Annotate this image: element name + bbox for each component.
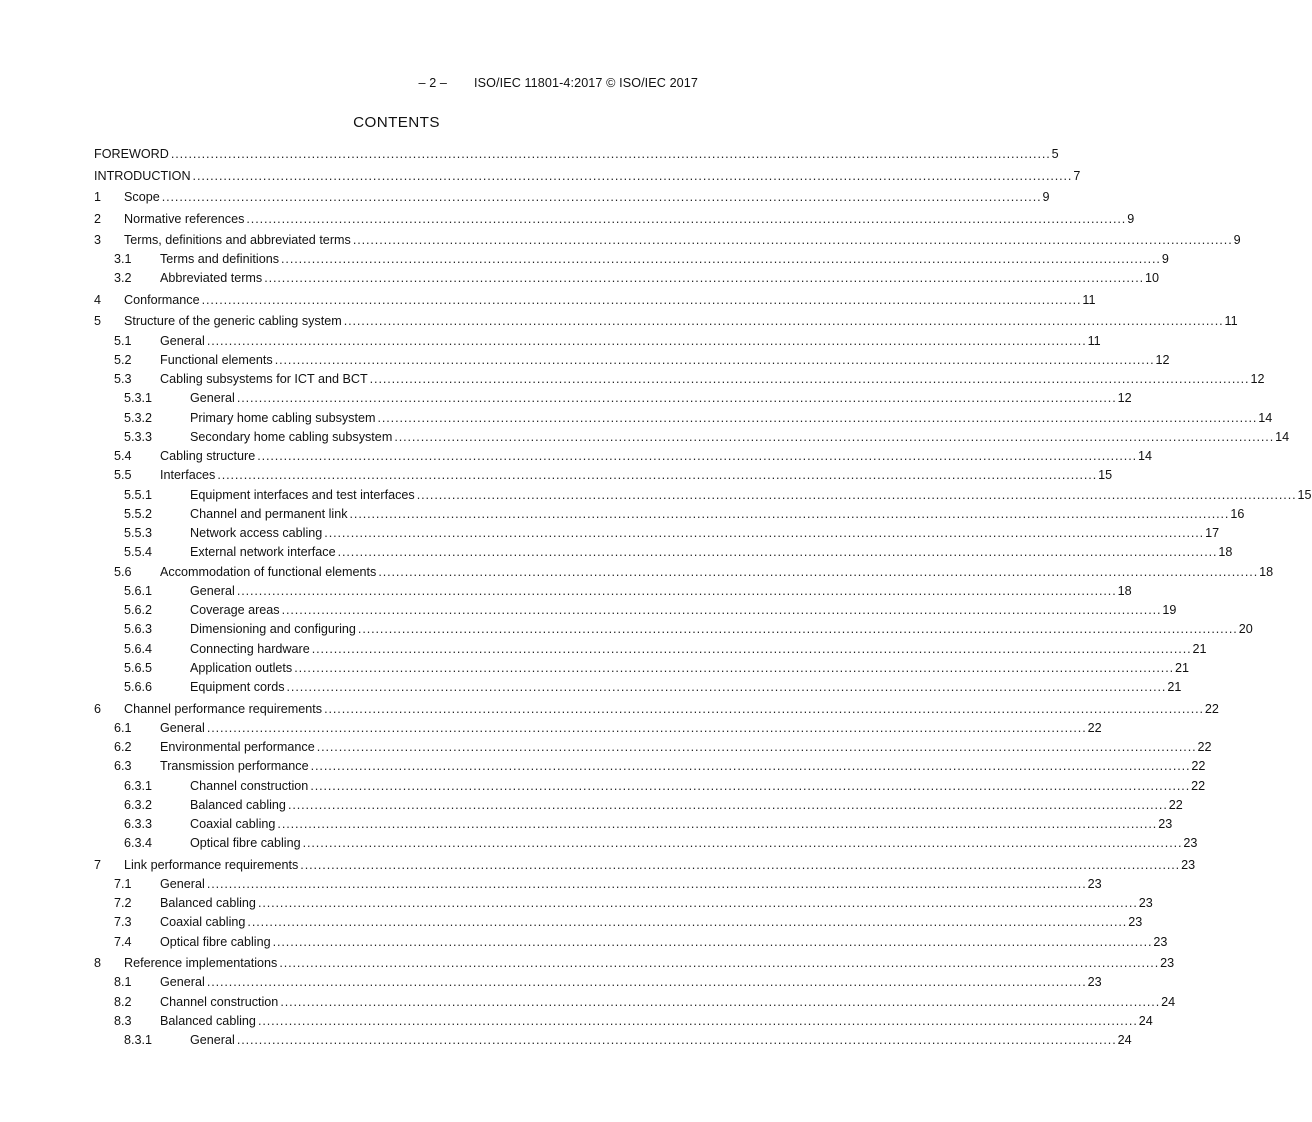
- dot-leader: ........................................................................................................................................................................................................: [394, 429, 1275, 444]
- dot-leader: ........................................................................................................................................................................................................: [310, 778, 1191, 793]
- toc-entry-number: 6.2: [114, 740, 132, 754]
- toc-entry-number: 8.1: [114, 975, 132, 990]
- toc-entry-title: FOREWORD: [94, 147, 169, 162]
- toc-entry-page: 22: [1191, 759, 1206, 774]
- toc-entry[interactable]: [94, 601, 1177, 620]
- toc-entry-title: Channel construction: [190, 778, 309, 793]
- toc-entry-number: 8.2: [114, 994, 132, 1009]
- toc-entry-title: Optical fibre cabling: [190, 836, 301, 851]
- dot-leader: ........................................................................................................................................................................................................: [206, 876, 1087, 891]
- toc-entry-number: 7.3: [114, 915, 132, 930]
- toc-entry-title: Connecting hardware: [190, 641, 310, 656]
- toc-entry[interactable]: [94, 993, 1176, 1012]
- toc-entry-title: Transmission performance: [160, 759, 309, 774]
- toc-entry-title: Terms, definitions and abbreviated terms: [124, 232, 351, 247]
- toc-entry-title: Balanced cabling: [190, 797, 286, 812]
- toc-entry[interactable]: [94, 954, 1175, 973]
- toc-entry-title: Secondary home cabling subsystem: [190, 429, 393, 444]
- toc-entry-number: 6.3.4: [124, 836, 153, 851]
- table-of-contents: [94, 143, 1312, 1050]
- toc-entry[interactable]: [94, 269, 1160, 288]
- toc-entry[interactable]: [94, 620, 1253, 639]
- dot-leader: ........................................................................................................................................................................................................: [279, 956, 1160, 971]
- toc-entry-page: 14: [1275, 429, 1290, 444]
- toc-entry-title: General: [190, 391, 235, 406]
- toc-entry[interactable]: [94, 370, 1265, 389]
- toc-entry-title: Environmental performance: [160, 740, 315, 754]
- toc-entry-title: External network interface: [190, 545, 336, 560]
- toc-entry-number: 5.2: [114, 352, 132, 367]
- toc-entry-page: 15: [1297, 487, 1312, 502]
- toc-entry-page: 23: [1087, 876, 1102, 891]
- toc-entry-number: 7.1: [114, 876, 132, 891]
- toc-entry-title: General: [190, 1033, 235, 1048]
- toc-entry[interactable]: [94, 563, 1274, 582]
- toc-entry-title: Balanced cabling: [160, 896, 256, 911]
- toc-entry-number: 2: [94, 211, 102, 226]
- toc-entry-page: 16: [1230, 506, 1245, 521]
- toc-entry-page: 18: [1117, 583, 1132, 598]
- dot-leader: ........................................................................................................................................................................................................: [257, 449, 1137, 464]
- toc-entry[interactable]: [94, 167, 1081, 186]
- toc-entry-number: 8.3.1: [124, 1033, 153, 1048]
- dot-leader: ........................................................................................................................................................................................................: [311, 641, 1192, 656]
- toc-entry-page: 10: [1145, 271, 1160, 286]
- dot-leader: ........................................................................................................................................................................................................: [378, 564, 1259, 579]
- toc-entry[interactable]: [94, 188, 1050, 207]
- toc-entry-number: 6.1: [114, 720, 132, 735]
- toc-entry-page: 11: [1087, 333, 1101, 348]
- toc-entry-title: Accommodation of functional elements: [160, 564, 377, 579]
- toc-entry[interactable]: [94, 210, 1135, 229]
- toc-entry-page: 12: [1117, 391, 1132, 406]
- dot-leader: ........................................................................................................................................................................................................: [264, 271, 1144, 286]
- toc-entry[interactable]: [94, 973, 1102, 992]
- dot-leader: ........................................................................................................................................................................................................: [337, 545, 1218, 560]
- toc-entry-number: 5.6.5: [124, 660, 153, 675]
- toc-entry-title: Interfaces: [160, 468, 216, 483]
- toc-entry-page: 15: [1098, 468, 1113, 483]
- toc-entry-page: 9: [1161, 252, 1169, 267]
- toc-entry[interactable]: [94, 582, 1132, 601]
- toc-entry-number: 5.1: [114, 333, 132, 348]
- toc-entry-page: 24: [1138, 1013, 1153, 1028]
- dot-leader: ........................................................................................................................................................................................................: [272, 934, 1153, 949]
- toc-entry[interactable]: [94, 466, 1113, 485]
- toc-entry-title: Structure of the generic cabling system: [124, 314, 342, 329]
- toc-entry-title: Coaxial cabling: [190, 817, 276, 831]
- toc-entry[interactable]: [94, 738, 1212, 757]
- toc-entry-title: Link performance requirements: [124, 857, 299, 872]
- toc-entry-title: Conformance: [124, 292, 200, 307]
- toc-entry[interactable]: [94, 543, 1233, 562]
- dot-leader: ........................................................................................................................................................................................................: [277, 817, 1158, 831]
- toc-entry-number: 3: [94, 232, 102, 247]
- dot-leader: ........................................................................................................................................................................................................: [217, 468, 1098, 483]
- toc-entry-page: 14: [1138, 449, 1153, 464]
- toc-entry-number: 5.3.1: [124, 391, 153, 406]
- dot-leader: ........................................................................................................................................................................................................: [416, 487, 1297, 502]
- toc-entry-number: 5.3.3: [124, 429, 153, 444]
- toc-entry-page: 23: [1181, 857, 1196, 872]
- toc-entry-page: 24: [1117, 1033, 1132, 1048]
- dot-leader: ........................................................................................................................................................................................................: [257, 1013, 1138, 1028]
- toc-entry[interactable]: [94, 700, 1219, 719]
- toc-entry-page: 17: [1205, 526, 1220, 541]
- toc-entry-page: 23: [1158, 817, 1173, 831]
- toc-entry-title: Terms and definitions: [160, 252, 280, 267]
- dot-leader: ........................................................................................................................................................................................................: [281, 603, 1162, 618]
- dot-leader: ........................................................................................................................................................................................................: [310, 759, 1191, 774]
- dot-leader: ........................................................................................................................................................................................................: [170, 147, 1051, 162]
- toc-entry-title: Reference implementations: [124, 956, 278, 971]
- toc-entry-page: 11: [1082, 292, 1096, 307]
- toc-entry-number: 5.6.4: [124, 641, 153, 656]
- toc-entry[interactable]: [94, 933, 1168, 952]
- toc-entry-number: 1: [94, 190, 102, 205]
- toc-entry-page: 23: [1183, 836, 1198, 851]
- dot-leader: ........................................................................................................................................................................................................: [280, 994, 1161, 1009]
- dot-leader: ........................................................................................................................................................................................................: [324, 526, 1205, 541]
- dot-leader: ........................................................................................................................................................................................................: [294, 660, 1175, 675]
- page-header: [419, 76, 698, 90]
- toc-entry-number: 3.2: [114, 271, 132, 286]
- toc-entry-title: Application outlets: [190, 660, 293, 675]
- dot-leader: ........................................................................................................................................................................................................: [300, 857, 1181, 872]
- dot-leader: ........................................................................................................................................................................................................: [377, 410, 1258, 425]
- toc-entry-number: 5.5.4: [124, 545, 153, 560]
- toc-entry-title: General: [160, 333, 205, 348]
- toc-entry-number: 7.4: [114, 934, 132, 949]
- toc-entry-title: Dimensioning and configuring: [190, 622, 356, 637]
- toc-entry-page: 11: [1224, 314, 1238, 329]
- toc-entry-number: 5.6.2: [124, 603, 153, 618]
- toc-entry-number: 6.3.3: [124, 817, 153, 831]
- dot-leader: ........................................................................................................................................................................................................: [201, 292, 1082, 307]
- dot-leader: ........................................................................................................................................................................................................: [236, 1033, 1117, 1048]
- toc-entry[interactable]: [94, 875, 1102, 894]
- toc-entry-number: 5.5: [114, 468, 132, 483]
- toc-entry-number: 5.6.3: [124, 622, 153, 637]
- toc-entry-page: 18: [1259, 564, 1274, 579]
- toc-entry[interactable]: [94, 447, 1153, 466]
- page-title: CONTENTS: [353, 114, 440, 131]
- dot-leader: ........................................................................................................................................................................................................: [257, 896, 1138, 911]
- toc-entry[interactable]: [94, 834, 1198, 853]
- toc-entry-page: 18: [1218, 545, 1233, 560]
- toc-entry-page: 23: [1160, 956, 1175, 971]
- toc-entry[interactable]: [94, 796, 1183, 815]
- toc-entry-title: Optical fibre cabling: [160, 934, 271, 949]
- toc-entry[interactable]: [94, 1012, 1153, 1031]
- toc-entry-number: 6.3.1: [124, 778, 153, 793]
- dot-leader: ........................................................................................................................................................................................................: [369, 372, 1250, 387]
- dot-leader: ........................................................................................................................................................................................................: [236, 583, 1117, 598]
- toc-entry[interactable]: [94, 486, 1312, 505]
- toc-entry[interactable]: [94, 409, 1273, 428]
- toc-entry-title: Coverage areas: [190, 603, 280, 618]
- toc-entry-number: 6: [94, 701, 102, 716]
- toc-entry-number: 5.3: [114, 372, 132, 387]
- toc-entry-title: Normative references: [124, 211, 245, 226]
- toc-entry-page: 21: [1167, 680, 1182, 695]
- toc-entry-page: 22: [1168, 797, 1183, 812]
- toc-entry[interactable]: [94, 145, 1059, 164]
- toc-entry[interactable]: [94, 815, 1173, 834]
- toc-entry-number: 5.6: [114, 564, 132, 579]
- toc-entry[interactable]: [94, 428, 1290, 447]
- toc-entry-title: Abbreviated terms: [160, 271, 263, 286]
- toc-entry[interactable]: [94, 777, 1206, 796]
- toc-entry-page: 23: [1153, 934, 1168, 949]
- toc-entry[interactable]: [94, 1031, 1132, 1050]
- toc-entry[interactable]: [94, 678, 1182, 697]
- toc-entry-number: 6.3.2: [124, 797, 153, 812]
- toc-entry-title: Equipment cords: [190, 680, 285, 695]
- toc-entry-number: 8.3: [114, 1013, 132, 1028]
- toc-entry-title: Cabling structure: [160, 449, 256, 464]
- toc-entry-title: General: [160, 876, 205, 891]
- dot-leader: ........................................................................................................................................................................................................: [324, 701, 1204, 716]
- toc-entry-title: Primary home cabling subsystem: [190, 410, 376, 425]
- toc-entry[interactable]: [94, 524, 1220, 543]
- dot-leader: ........................................................................................................................................................................................................: [161, 190, 1042, 205]
- toc-entry[interactable]: [94, 719, 1102, 738]
- toc-entry[interactable]: [94, 894, 1153, 913]
- toc-entry[interactable]: [94, 332, 1101, 351]
- toc-entry-number: 5.6.1: [124, 583, 153, 598]
- toc-entry-page: 22: [1204, 701, 1219, 716]
- toc-entry-page: 14: [1258, 410, 1273, 425]
- dot-leader: ........................................................................................................................................................................................................: [343, 314, 1224, 329]
- dot-leader: ........................................................................................................................................................................................................: [281, 252, 1161, 267]
- toc-entry-page: 9: [1233, 232, 1241, 247]
- toc-entry-page: 7: [1073, 168, 1081, 183]
- toc-entry[interactable]: [94, 640, 1207, 659]
- toc-entry[interactable]: [94, 913, 1143, 932]
- toc-entry-number: 5: [94, 314, 102, 329]
- dot-leader: ........................................................................................................................................................................................................: [206, 333, 1087, 348]
- toc-entry-title: Network access cabling: [190, 526, 323, 541]
- toc-entry[interactable]: [94, 757, 1206, 776]
- toc-entry[interactable]: [94, 291, 1096, 310]
- toc-entry-page: 12: [1155, 352, 1170, 367]
- toc-entry-page: 23: [1128, 915, 1143, 930]
- toc-entry-title: Balanced cabling: [160, 1013, 256, 1028]
- dot-leader: ........................................................................................................................................................................................................: [352, 232, 1233, 247]
- toc-entry-page: 5: [1051, 147, 1059, 162]
- toc-entry-page: 21: [1175, 660, 1190, 675]
- dot-leader: ........................................................................................................................................................................................................: [206, 975, 1087, 990]
- toc-entry[interactable]: [94, 389, 1132, 408]
- toc-entry-page: 19: [1162, 603, 1177, 618]
- toc-entry-page: 23: [1087, 975, 1102, 990]
- toc-entry-number: 6.3: [114, 759, 132, 774]
- toc-entry-page: 22: [1191, 778, 1206, 793]
- toc-entry-number: 3.1: [114, 252, 132, 267]
- toc-entry-title: Cabling subsystems for ICT and BCT: [160, 372, 368, 387]
- toc-entry-page: 22: [1197, 740, 1212, 754]
- toc-entry[interactable]: [94, 231, 1241, 250]
- toc-entry-page: 20: [1238, 622, 1253, 637]
- toc-entry-number: 5.4: [114, 449, 132, 464]
- dot-leader: ........................................................................................................................................................................................................: [274, 352, 1155, 367]
- toc-entry-title: Channel construction: [160, 994, 279, 1009]
- dot-leader: ........................................................................................................................................................................................................: [192, 168, 1073, 183]
- toc-entry-title: General: [160, 975, 205, 990]
- toc-entry-title: Functional elements: [160, 352, 273, 367]
- toc-entry-number: 5.3.2: [124, 410, 153, 425]
- toc-entry-title: Scope: [124, 190, 160, 205]
- toc-entry-title: General: [190, 583, 235, 598]
- toc-entry-number: 5.5.2: [124, 506, 153, 521]
- dot-leader: ........................................................................................................................................................................................................: [246, 211, 1127, 226]
- toc-entry-number: 5.5.3: [124, 526, 153, 541]
- toc-entry-page: 22: [1087, 720, 1102, 735]
- toc-entry[interactable]: [94, 250, 1169, 269]
- page-number-marker: – 2 –: [418, 76, 448, 90]
- toc-entry[interactable]: [94, 351, 1170, 370]
- toc-entry-title: Channel performance requirements: [124, 701, 323, 716]
- toc-entry[interactable]: [94, 659, 1190, 678]
- toc-entry-title: Equipment interfaces and test interfaces: [190, 487, 415, 502]
- dot-leader: ........................................................................................................................................................................................................: [286, 680, 1167, 695]
- toc-entry-number: 5.6.6: [124, 680, 153, 695]
- dot-leader: ........................................................................................................................................................................................................: [236, 391, 1117, 406]
- toc-entry-page: 9: [1042, 190, 1050, 205]
- dot-leader: ........................................................................................................................................................................................................: [349, 506, 1230, 521]
- toc-entry-page: 9: [1127, 211, 1135, 226]
- toc-entry-title: INTRODUCTION: [94, 168, 191, 183]
- toc-entry-page: 21: [1192, 641, 1207, 656]
- toc-entry-title: Channel and permanent link: [190, 506, 348, 521]
- dot-leader: ........................................................................................................................................................................................................: [302, 836, 1183, 851]
- toc-entry-title: General: [160, 720, 205, 735]
- toc-entry-page: 24: [1161, 994, 1176, 1009]
- toc-entry-title: Coaxial cabling: [160, 915, 246, 930]
- toc-entry-number: 4: [94, 292, 102, 307]
- toc-entry-page: 23: [1138, 896, 1153, 911]
- toc-entry-number: 7.2: [114, 896, 132, 911]
- toc-entry-number: 7: [94, 857, 102, 872]
- dot-leader: ........................................................................................................................................................................................................: [247, 915, 1128, 930]
- dot-leader: ........................................................................................................................................................................................................: [357, 622, 1238, 637]
- toc-entry[interactable]: [94, 856, 1196, 875]
- toc-entry-number: 5.5.1: [124, 487, 153, 502]
- dot-leader: ........................................................................................................................................................................................................: [287, 797, 1168, 812]
- toc-entry-page: 12: [1250, 372, 1265, 387]
- dot-leader: ........................................................................................................................................................................................................: [316, 740, 1197, 754]
- toc-entry-number: 8: [94, 956, 102, 971]
- toc-entry[interactable]: [94, 312, 1238, 331]
- dot-leader: ........................................................................................................................................................................................................: [206, 720, 1087, 735]
- document-identifier: ISO/IEC 11801-4:2017 © ISO/IEC 2017: [474, 76, 698, 90]
- toc-entry[interactable]: [94, 505, 1245, 524]
